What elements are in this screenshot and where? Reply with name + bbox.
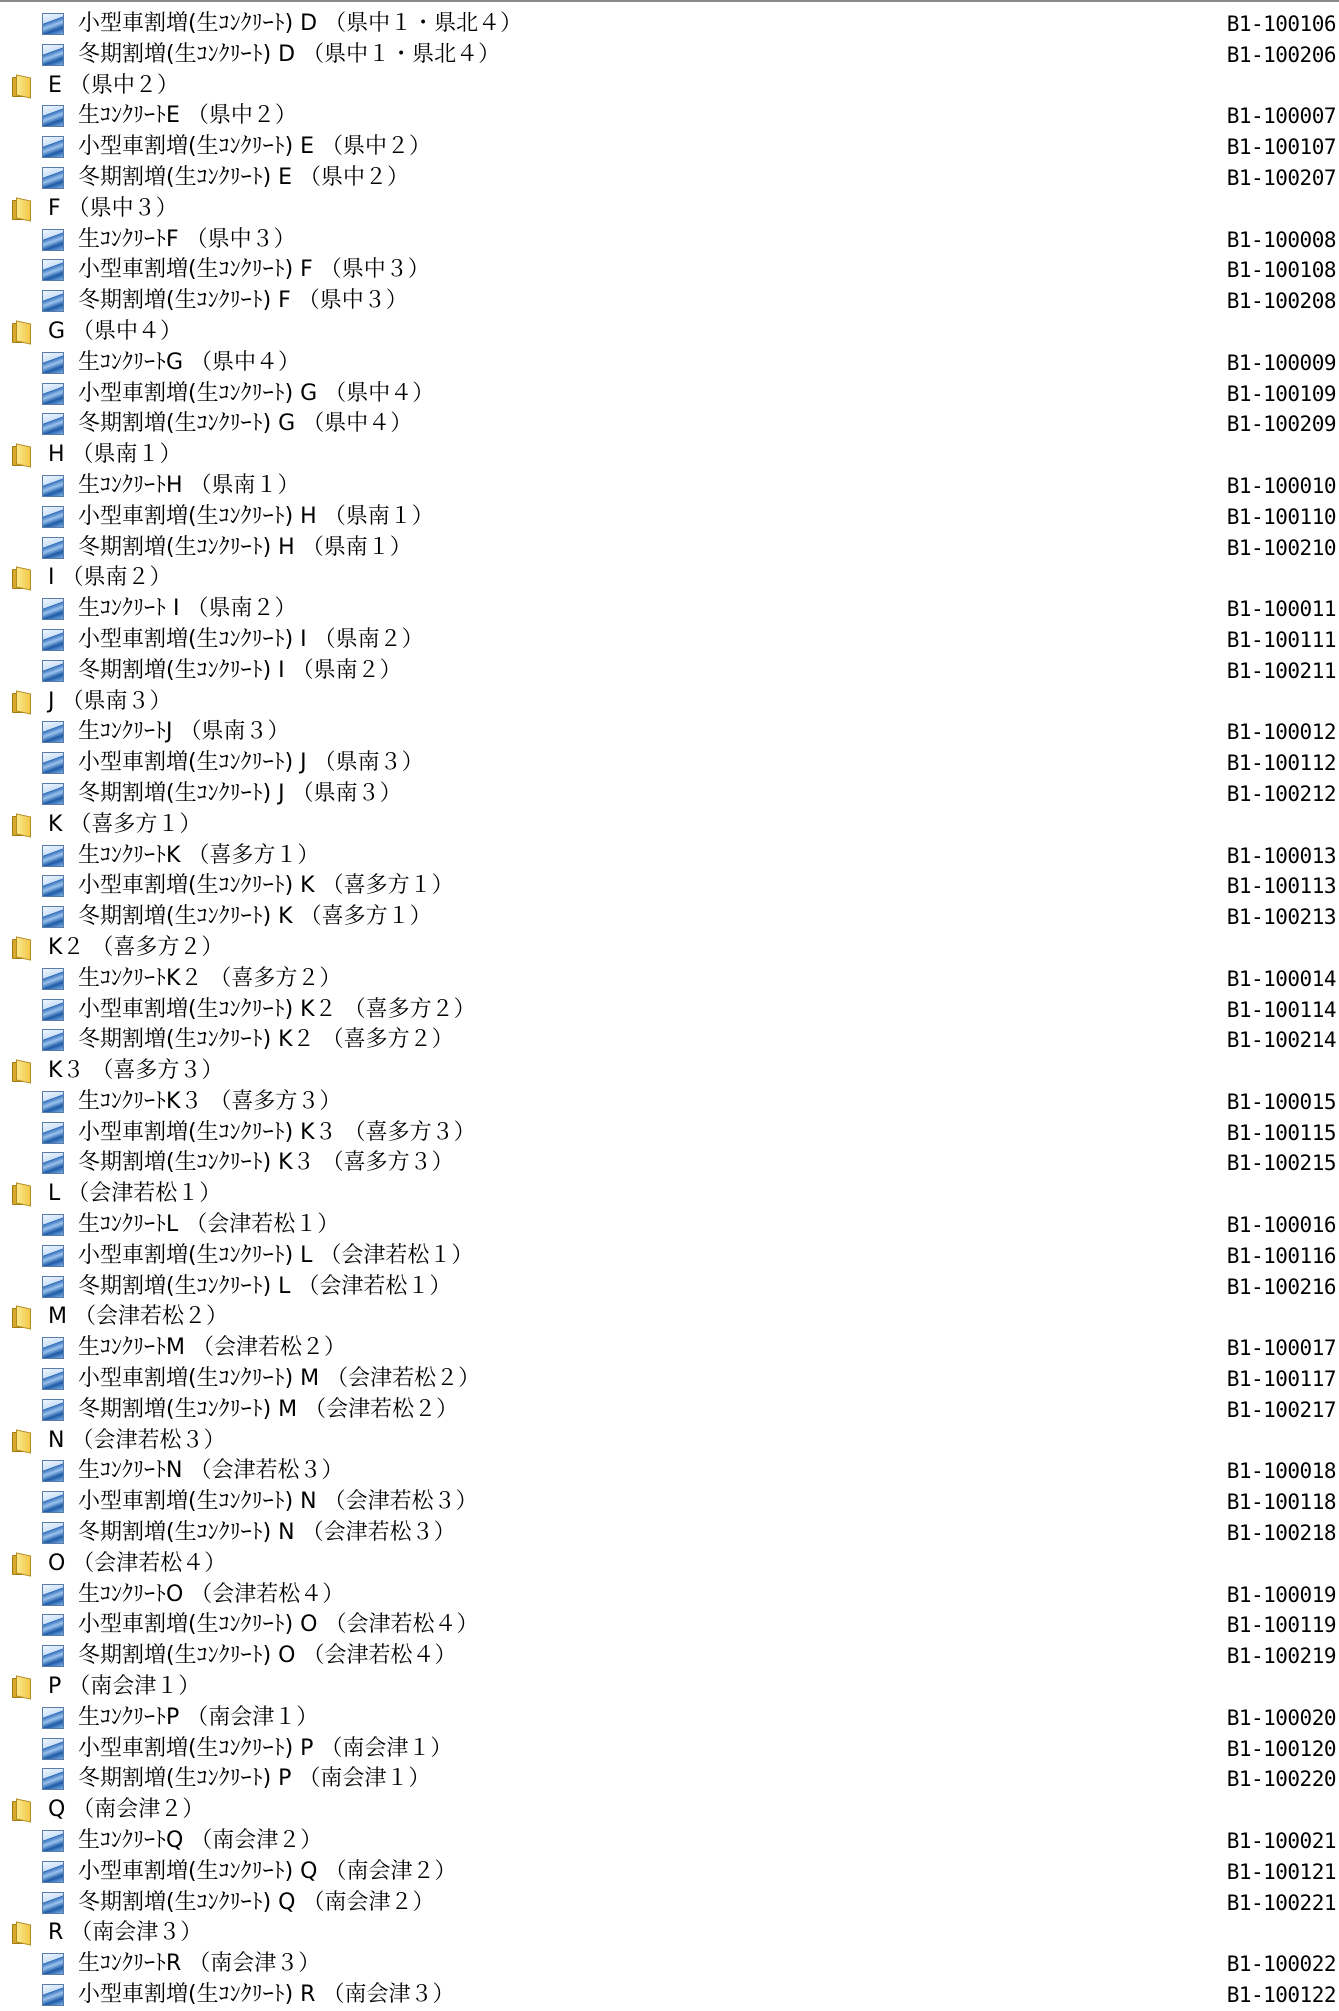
- item-label: 冬期割増(生ｺﾝｸﾘｰﾄ) G （県中４）: [78, 411, 413, 437]
- tree-item-row[interactable]: [0, 1980, 1339, 2011]
- document-icon: [42, 1214, 64, 1236]
- item-code: B1-100018: [1226, 1459, 1336, 1484]
- tree-folder-row[interactable]: [0, 71, 1339, 102]
- tree-item-row[interactable]: [0, 1888, 1339, 1919]
- item-label: 冬期割増(生ｺﾝｸﾘｰﾄ) E （県中２）: [78, 164, 410, 190]
- item-code: B1-100022: [1226, 1952, 1336, 1977]
- tree-item-row[interactable]: [0, 1087, 1339, 1118]
- tree-folder-row[interactable]: [0, 1672, 1339, 1703]
- tree-item-row[interactable]: [0, 163, 1339, 194]
- item-label: 生ｺﾝｸﾘｰﾄF （県中３）: [78, 226, 296, 252]
- document-icon: [42, 1337, 64, 1359]
- item-label: 小型車割増(生ｺﾝｸﾘｰﾄ) M （会津若松２）: [78, 1366, 481, 1392]
- item-label: 小型車割増(生ｺﾝｸﾘｰﾄ) E （県中２）: [78, 134, 432, 160]
- item-code: B1-100207: [1226, 165, 1336, 190]
- folder-icon: [10, 1553, 32, 1575]
- item-code: B1-100115: [1226, 1120, 1336, 1145]
- item-code: B1-100219: [1226, 1644, 1336, 1669]
- document-icon: [42, 537, 64, 559]
- item-label: 冬期割増(生ｺﾝｸﾘｰﾄ) I （県南２）: [78, 657, 402, 683]
- document-icon: [42, 1830, 64, 1852]
- folder-icon: [10, 198, 32, 220]
- document-icon: [42, 383, 64, 405]
- item-label: 小型車割増(生ｺﾝｸﾘｰﾄ) D （県中１・県北４）: [78, 11, 523, 36]
- tree-item-row[interactable]: [0, 1241, 1339, 1272]
- item-code: B1-100110: [1226, 504, 1336, 529]
- item-label: 生ｺﾝｸﾘｰﾄM （会津若松２）: [78, 1335, 346, 1361]
- tree-item-row[interactable]: [0, 533, 1339, 564]
- folder-icon: [10, 567, 32, 589]
- tree-folder-row[interactable]: [0, 933, 1339, 964]
- document-icon: [42, 1368, 64, 1390]
- tree-item-row[interactable]: [0, 1764, 1339, 1795]
- tree-item-row[interactable]: [0, 1364, 1339, 1395]
- document-icon: [42, 752, 64, 774]
- folder-label: N （会津若松３）: [48, 1427, 226, 1453]
- folder-label: R （南会津３）: [48, 1920, 203, 1946]
- document-icon: [42, 290, 64, 312]
- tree-item-row[interactable]: [0, 1272, 1339, 1303]
- item-code: B1-100113: [1226, 874, 1336, 899]
- item-code: B1-100019: [1226, 1582, 1336, 1607]
- document-icon: [42, 1460, 64, 1482]
- document-icon: [42, 1645, 64, 1667]
- item-label: 生ｺﾝｸﾘｰﾄN （会津若松３）: [78, 1458, 344, 1484]
- tree-item-row[interactable]: [0, 1025, 1339, 1056]
- item-code: B1-100012: [1226, 720, 1336, 745]
- folder-label: K２ （喜多方２）: [48, 934, 224, 960]
- tree-item-row[interactable]: [0, 286, 1339, 317]
- tree-item-row[interactable]: [0, 1734, 1339, 1765]
- document-icon: [42, 44, 64, 66]
- item-code: B1-100007: [1226, 104, 1336, 129]
- tree-item-row[interactable]: [0, 625, 1339, 656]
- folder-icon: [10, 1060, 32, 1082]
- top-divider: [0, 0, 1339, 2]
- item-label: 小型車割増(生ｺﾝｸﾘｰﾄ) O （会津若松４）: [78, 1612, 479, 1638]
- item-label: 小型車割増(生ｺﾝｸﾘｰﾄ) F （県中３）: [78, 257, 430, 283]
- folder-label: K （喜多方１）: [48, 811, 202, 837]
- document-icon: [42, 783, 64, 805]
- document-icon: [42, 906, 64, 928]
- item-code: B1-100011: [1226, 597, 1336, 622]
- document-icon: [42, 1953, 64, 1975]
- document-icon: [42, 1707, 64, 1729]
- item-code: B1-100114: [1226, 997, 1336, 1022]
- document-icon: [42, 352, 64, 374]
- item-label: 小型車割増(生ｺﾝｸﾘｰﾄ) J （県南３）: [78, 750, 424, 776]
- folder-icon: [10, 1183, 32, 1205]
- document-icon: [42, 1152, 64, 1174]
- item-code: B1-100016: [1226, 1213, 1336, 1238]
- item-label: 冬期割増(生ｺﾝｸﾘｰﾄ) K３ （喜多方３）: [78, 1150, 454, 1176]
- tree-folder-row[interactable]: [0, 1179, 1339, 1210]
- item-label: 冬期割増(生ｺﾝｸﾘｰﾄ) K （喜多方１）: [78, 904, 432, 930]
- item-code: B1-100111: [1226, 627, 1336, 652]
- document-icon: [42, 229, 64, 251]
- item-code: B1-100008: [1226, 227, 1336, 252]
- item-code: B1-100211: [1226, 658, 1336, 683]
- item-label: 冬期割増(生ｺﾝｸﾘｰﾄ) D （県中１・県北４）: [78, 41, 501, 67]
- item-label: 生ｺﾝｸﾘｰﾄG （県中４）: [78, 349, 301, 375]
- tree-folder-row[interactable]: [0, 1918, 1339, 1949]
- item-code: B1-100218: [1226, 1521, 1336, 1546]
- item-code: B1-100210: [1226, 535, 1336, 560]
- item-label: 生ｺﾝｸﾘｰﾄQ （南会津２）: [78, 1828, 323, 1854]
- folder-icon: [10, 937, 32, 959]
- folder-icon: [10, 75, 32, 97]
- document-icon: [42, 1984, 64, 2006]
- item-label: 生ｺﾝｸﾘｰﾄR （南会津３）: [78, 1951, 321, 1977]
- tree-item-row[interactable]: [0, 1487, 1339, 1518]
- folder-label: M （会津若松２）: [48, 1304, 228, 1330]
- tree-item-row[interactable]: [0, 9, 1339, 40]
- document-icon: [42, 1738, 64, 1760]
- document-icon: [42, 660, 64, 682]
- document-icon: [42, 999, 64, 1021]
- item-code: B1-100206: [1226, 42, 1336, 67]
- item-code: B1-100109: [1226, 381, 1336, 406]
- folder-icon: [10, 814, 32, 836]
- document-icon: [42, 1029, 64, 1051]
- item-code: B1-100208: [1226, 289, 1336, 314]
- item-label: 小型車割増(生ｺﾝｸﾘｰﾄ) N （会津若松３）: [78, 1489, 478, 1515]
- tree-item-row[interactable]: [0, 1949, 1339, 1980]
- item-label: 冬期割増(生ｺﾝｸﾘｰﾄ) F （県中３）: [78, 288, 408, 314]
- item-code: B1-100014: [1226, 966, 1336, 991]
- document-icon: [42, 845, 64, 867]
- item-code: B1-100112: [1226, 751, 1336, 776]
- document-icon: [42, 598, 64, 620]
- item-code: B1-100015: [1226, 1089, 1336, 1114]
- item-code: B1-100118: [1226, 1490, 1336, 1515]
- tree-item-row[interactable]: [0, 964, 1339, 995]
- document-icon: [42, 1861, 64, 1883]
- folder-icon: [10, 1676, 32, 1698]
- tree-item-row[interactable]: [0, 1641, 1339, 1672]
- item-label: 生ｺﾝｸﾘｰﾄH （県南１）: [78, 472, 300, 498]
- tree-item-row[interactable]: [0, 1333, 1339, 1364]
- tree-item-row[interactable]: [0, 871, 1339, 902]
- item-label: 生ｺﾝｸﾘｰﾄK３ （喜多方３）: [78, 1088, 342, 1114]
- document-icon: [42, 1399, 64, 1421]
- tree-item-row[interactable]: [0, 348, 1339, 379]
- item-label: 小型車割増(生ｺﾝｸﾘｰﾄ) K２ （喜多方２）: [78, 996, 476, 1022]
- item-label: 冬期割増(生ｺﾝｸﾘｰﾄ) P （南会津１）: [78, 1766, 431, 1792]
- tree-item-row[interactable]: [0, 1210, 1339, 1241]
- document-icon: [42, 259, 64, 281]
- document-icon: [42, 1091, 64, 1113]
- item-label: 生ｺﾝｸﾘｰﾄJ （県南３）: [78, 719, 290, 745]
- folder-label: G （県中４）: [48, 318, 183, 344]
- document-icon: [42, 1245, 64, 1267]
- tree-item-row[interactable]: [0, 1395, 1339, 1426]
- item-label: 小型車割増(生ｺﾝｸﾘｰﾄ) K （喜多方１）: [78, 873, 454, 899]
- item-label: 小型車割増(生ｺﾝｸﾘｰﾄ) G （県中４）: [78, 380, 435, 406]
- item-label: 小型車割増(生ｺﾝｸﾘｰﾄ) R （南会津３）: [78, 1982, 455, 2007]
- item-code: B1-100119: [1226, 1613, 1336, 1638]
- tree-item-row[interactable]: [0, 409, 1339, 440]
- document-icon: [42, 968, 64, 990]
- document-icon: [42, 721, 64, 743]
- tree-item-row[interactable]: [0, 132, 1339, 163]
- item-code: B1-100013: [1226, 843, 1336, 868]
- item-label: 生ｺﾝｸﾘｰﾄK２ （喜多方２）: [78, 965, 342, 991]
- item-label: 生ｺﾝｸﾘｰﾄ I （県南２）: [78, 596, 297, 622]
- tree-item-row[interactable]: [0, 717, 1339, 748]
- item-label: 小型車割増(生ｺﾝｸﾘｰﾄ) P （南会津１）: [78, 1735, 453, 1761]
- document-icon: [42, 1614, 64, 1636]
- document-icon: [42, 1892, 64, 1914]
- item-label: 小型車割増(生ｺﾝｸﾘｰﾄ) K３ （喜多方３）: [78, 1119, 476, 1145]
- folder-label: H （県南１）: [48, 442, 182, 468]
- item-code: B1-100121: [1226, 1859, 1336, 1884]
- tree-item-row[interactable]: [0, 1518, 1339, 1549]
- item-code: B1-100107: [1226, 135, 1336, 160]
- item-label: 冬期割増(生ｺﾝｸﾘｰﾄ) L （会津若松１）: [78, 1273, 452, 1299]
- item-code: B1-100116: [1226, 1243, 1336, 1268]
- item-code: B1-100122: [1226, 1983, 1336, 2007]
- tree-item-row[interactable]: [0, 1703, 1339, 1734]
- tree-item-row[interactable]: [0, 1148, 1339, 1179]
- tree-item-row[interactable]: [0, 748, 1339, 779]
- item-code: B1-100108: [1226, 258, 1336, 283]
- item-label: 生ｺﾝｸﾘｰﾄE （県中２）: [78, 103, 297, 129]
- item-code: B1-100212: [1226, 781, 1336, 806]
- document-icon: [42, 506, 64, 528]
- tree-item-row[interactable]: [0, 471, 1339, 502]
- document-icon: [42, 105, 64, 127]
- tree-folder-row[interactable]: [0, 687, 1339, 718]
- document-icon: [42, 1768, 64, 1790]
- item-label: 生ｺﾝｸﾘｰﾄP （南会津１）: [78, 1704, 319, 1730]
- item-code: B1-100009: [1226, 350, 1336, 375]
- item-label: 冬期割増(生ｺﾝｸﾘｰﾄ) Q （南会津２）: [78, 1889, 435, 1915]
- document-icon: [42, 629, 64, 651]
- item-label: 生ｺﾝｸﾘｰﾄL （会津若松１）: [78, 1212, 340, 1238]
- item-label: 生ｺﾝｸﾘｰﾄO （会津若松４）: [78, 1581, 345, 1607]
- item-label: 冬期割増(生ｺﾝｸﾘｰﾄ) N （会津若松３）: [78, 1520, 456, 1546]
- tree-folder-row[interactable]: [0, 1302, 1339, 1333]
- tree-folder-row[interactable]: [0, 440, 1339, 471]
- folder-label: F （県中３）: [48, 195, 178, 221]
- item-code: B1-100106: [1226, 12, 1336, 36]
- document-icon: [42, 475, 64, 497]
- document-icon: [42, 13, 64, 35]
- price-item-tree: [0, 9, 1339, 2011]
- tree-item-row[interactable]: [0, 255, 1339, 286]
- tree-item-row[interactable]: [0, 902, 1339, 933]
- item-label: 冬期割増(生ｺﾝｸﾘｰﾄ) K２ （喜多方２）: [78, 1027, 454, 1053]
- item-label: 小型車割増(生ｺﾝｸﾘｰﾄ) Q （南会津２）: [78, 1858, 457, 1884]
- document-icon: [42, 875, 64, 897]
- folder-label: I （県南２）: [48, 565, 172, 591]
- tree-item-row[interactable]: [0, 1610, 1339, 1641]
- tree-item-row[interactable]: [0, 40, 1339, 71]
- document-icon: [42, 1122, 64, 1144]
- tree-item-row[interactable]: [0, 101, 1339, 132]
- tree-folder-row[interactable]: [0, 1056, 1339, 1087]
- folder-icon: [10, 1922, 32, 1944]
- item-code: B1-100020: [1226, 1705, 1336, 1730]
- tree-folder-row[interactable]: [0, 1426, 1339, 1457]
- tree-item-row[interactable]: [0, 1826, 1339, 1857]
- item-label: 生ｺﾝｸﾘｰﾄK （喜多方１）: [78, 842, 320, 868]
- document-icon: [42, 1584, 64, 1606]
- tree-item-row[interactable]: [0, 1857, 1339, 1888]
- tree-folder-row[interactable]: [0, 317, 1339, 348]
- folder-label: Q （南会津２）: [48, 1797, 205, 1823]
- folder-icon: [10, 691, 32, 713]
- item-code: B1-100021: [1226, 1829, 1336, 1854]
- item-label: 冬期割増(生ｺﾝｸﾘｰﾄ) O （会津若松４）: [78, 1643, 457, 1669]
- item-label: 小型車割増(生ｺﾝｸﾘｰﾄ) L （会津若松１）: [78, 1242, 474, 1268]
- folder-label: E （県中２）: [48, 72, 179, 98]
- item-code: B1-100209: [1226, 412, 1336, 437]
- folder-label: L （会津若松１）: [48, 1181, 222, 1207]
- tree-item-row[interactable]: [0, 779, 1339, 810]
- tree-item-row[interactable]: [0, 379, 1339, 410]
- item-code: B1-100214: [1226, 1028, 1336, 1053]
- item-code: B1-100120: [1226, 1736, 1336, 1761]
- folder-label: P （南会津１）: [48, 1674, 201, 1700]
- folder-icon: [10, 444, 32, 466]
- item-label: 冬期割増(生ｺﾝｸﾘｰﾄ) H （県南１）: [78, 534, 412, 560]
- folder-label: J （県南３）: [48, 688, 172, 714]
- folder-label: K３ （喜多方３）: [48, 1058, 224, 1084]
- document-icon: [42, 1491, 64, 1513]
- tree-folder-row[interactable]: [0, 563, 1339, 594]
- folder-icon: [10, 1799, 32, 1821]
- tree-item-row[interactable]: [0, 1456, 1339, 1487]
- document-icon: [42, 136, 64, 158]
- item-code: B1-100220: [1226, 1767, 1336, 1792]
- tree-folder-row[interactable]: [0, 1549, 1339, 1580]
- item-code: B1-100213: [1226, 905, 1336, 930]
- item-code: B1-100217: [1226, 1397, 1336, 1422]
- item-code: B1-100010: [1226, 473, 1336, 498]
- item-code: B1-100017: [1226, 1336, 1336, 1361]
- item-label: 冬期割増(生ｺﾝｸﾘｰﾄ) M （会津若松２）: [78, 1396, 459, 1422]
- document-icon: [42, 413, 64, 435]
- tree-item-row[interactable]: [0, 594, 1339, 625]
- tree-folder-row[interactable]: [0, 194, 1339, 225]
- folder-icon: [10, 1306, 32, 1328]
- tree-item-row[interactable]: [0, 1580, 1339, 1611]
- tree-folder-row[interactable]: [0, 810, 1339, 841]
- tree-folder-row[interactable]: [0, 1795, 1339, 1826]
- tree-item-row[interactable]: [0, 656, 1339, 687]
- tree-item-row[interactable]: [0, 841, 1339, 872]
- tree-item-row[interactable]: [0, 995, 1339, 1026]
- document-icon: [42, 1276, 64, 1298]
- item-label: 小型車割増(生ｺﾝｸﾘｰﾄ) H （県南１）: [78, 503, 434, 529]
- item-code: B1-100117: [1226, 1367, 1336, 1392]
- document-icon: [42, 1522, 64, 1544]
- item-label: 小型車割増(生ｺﾝｸﾘｰﾄ) I （県南２）: [78, 626, 424, 652]
- tree-item-row[interactable]: [0, 225, 1339, 256]
- document-icon: [42, 167, 64, 189]
- item-code: B1-100216: [1226, 1274, 1336, 1299]
- item-code: B1-100215: [1226, 1151, 1336, 1176]
- tree-item-row[interactable]: [0, 502, 1339, 533]
- folder-icon: [10, 321, 32, 343]
- item-code: B1-100221: [1226, 1890, 1336, 1915]
- folder-icon: [10, 1430, 32, 1452]
- folder-label: O （会津若松４）: [48, 1550, 227, 1576]
- item-label: 冬期割増(生ｺﾝｸﾘｰﾄ) J （県南３）: [78, 780, 402, 806]
- tree-item-row[interactable]: [0, 1118, 1339, 1149]
